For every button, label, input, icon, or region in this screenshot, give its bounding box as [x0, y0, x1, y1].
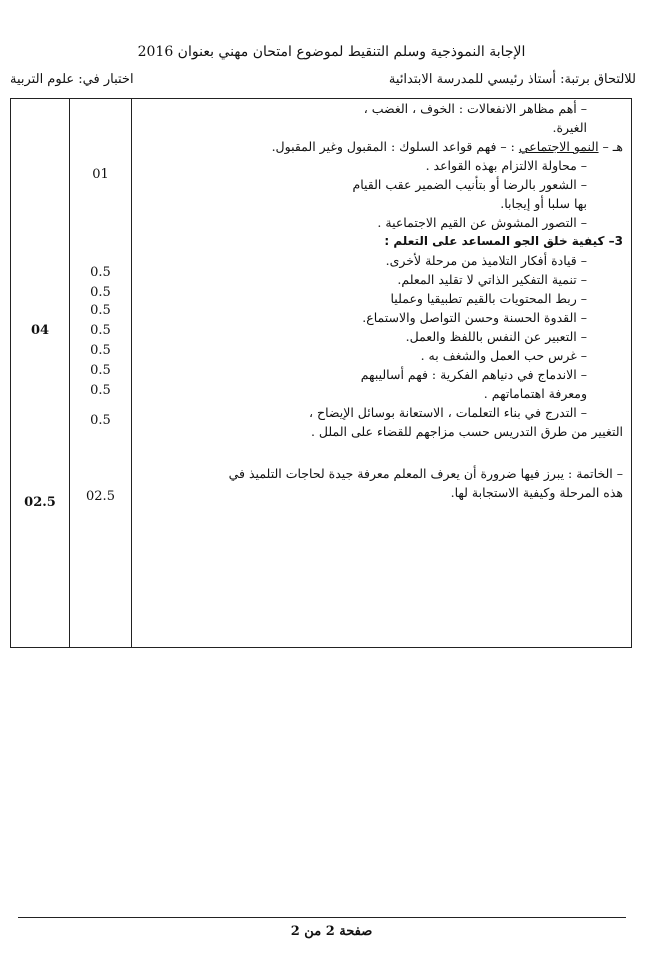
partial-score: 01 — [92, 167, 109, 182]
column-divider — [131, 99, 132, 647]
content-line: – أهم مظاهر الانفعالات : الخوف ، الغضب ، — [363, 101, 587, 116]
content-line: – الشعور بالرضا أو بتأنيب الضمير عقب القيام — [352, 177, 587, 192]
content-line: – الخاتمة : يبرز فيها ضرورة أن يعرف المعلم معرفة جيدة لحاجات التلميذ في — [228, 466, 623, 481]
content-line: هـ – النمو الاجتماعي : – فهم قواعد السلوك : المقبول وغير المقبول. — [271, 139, 623, 154]
content-line: – التصور المشوش عن القيم الاجتماعية . — [377, 215, 587, 230]
total-score: 02.5 — [24, 495, 56, 510]
content-line: – محاولة الالتزام بهذه القواعد . — [425, 158, 587, 173]
partial-score: 0.5 — [90, 265, 111, 280]
content-line: بها سلبا أو إيجابا. — [500, 196, 587, 211]
content-line: ومعرفة اهتماماتهم . — [483, 386, 587, 401]
content-line: – التدرج في بناء التعلمات ، الاستعانة بوسائل الإيضاح ، — [309, 405, 587, 420]
content-line: – التعبير عن النفس باللفظ والعمل. — [405, 329, 587, 344]
document-subtitle — [10, 72, 636, 87]
content-line — [137, 441, 623, 460]
content-line: الغيرة. — [552, 120, 587, 135]
partial-score: 0.5 — [90, 343, 111, 358]
content-line: 3– كيفية خلق الجو المساعد على التعلم : — [384, 234, 623, 248]
content-line: – ربط المحتويات بالقيم تطبيقيا وعمليا — [390, 291, 587, 306]
partial-score: 02.5 — [86, 489, 115, 504]
partial-score: 0.5 — [90, 285, 111, 300]
subject-label: اختبار في: علوم التربية — [10, 72, 134, 87]
content-line: التغيير من طرق التدريس حسب مزاجهم للقضاء على الملل . — [310, 424, 623, 439]
content-line: هذه المرحلة وكيفية الاستجابة لها. — [450, 485, 623, 500]
content-line: – الاندماج في دنياهم الفكرية : فهم أساليبهم — [360, 367, 587, 382]
content-line: – قيادة أفكار التلاميذ من مرحلة لأخرى. — [385, 253, 587, 268]
document-title: الإجابة النموذجية وسلم التنقيط لموضوع امتحان مهني بعنوان 2016 — [137, 44, 526, 60]
position-label: للالتحاق برتبة: أستاذ رئيسي للمدرسة الابتدائية — [388, 72, 636, 87]
footer-divider — [18, 917, 626, 918]
partial-score: 0.5 — [90, 323, 111, 338]
answer-content — [137, 99, 623, 502]
partial-score: 0.5 — [90, 363, 111, 378]
partial-score: 0.5 — [90, 413, 111, 428]
total-score: 04 — [30, 323, 50, 338]
grading-table — [10, 98, 632, 648]
partial-score: 0.5 — [90, 383, 111, 398]
content-line: – القدوة الحسنة وحسن التواصل والاستماع. — [362, 310, 587, 325]
content-line: – غرس حب العمل والشغف به . — [420, 348, 587, 363]
page-number: صفحة 2 من 2 — [290, 924, 373, 939]
content-line: – تنمية التفكير الذاتي لا تقليد المعلم. — [397, 272, 587, 287]
partial-score: 0.5 — [90, 303, 111, 318]
